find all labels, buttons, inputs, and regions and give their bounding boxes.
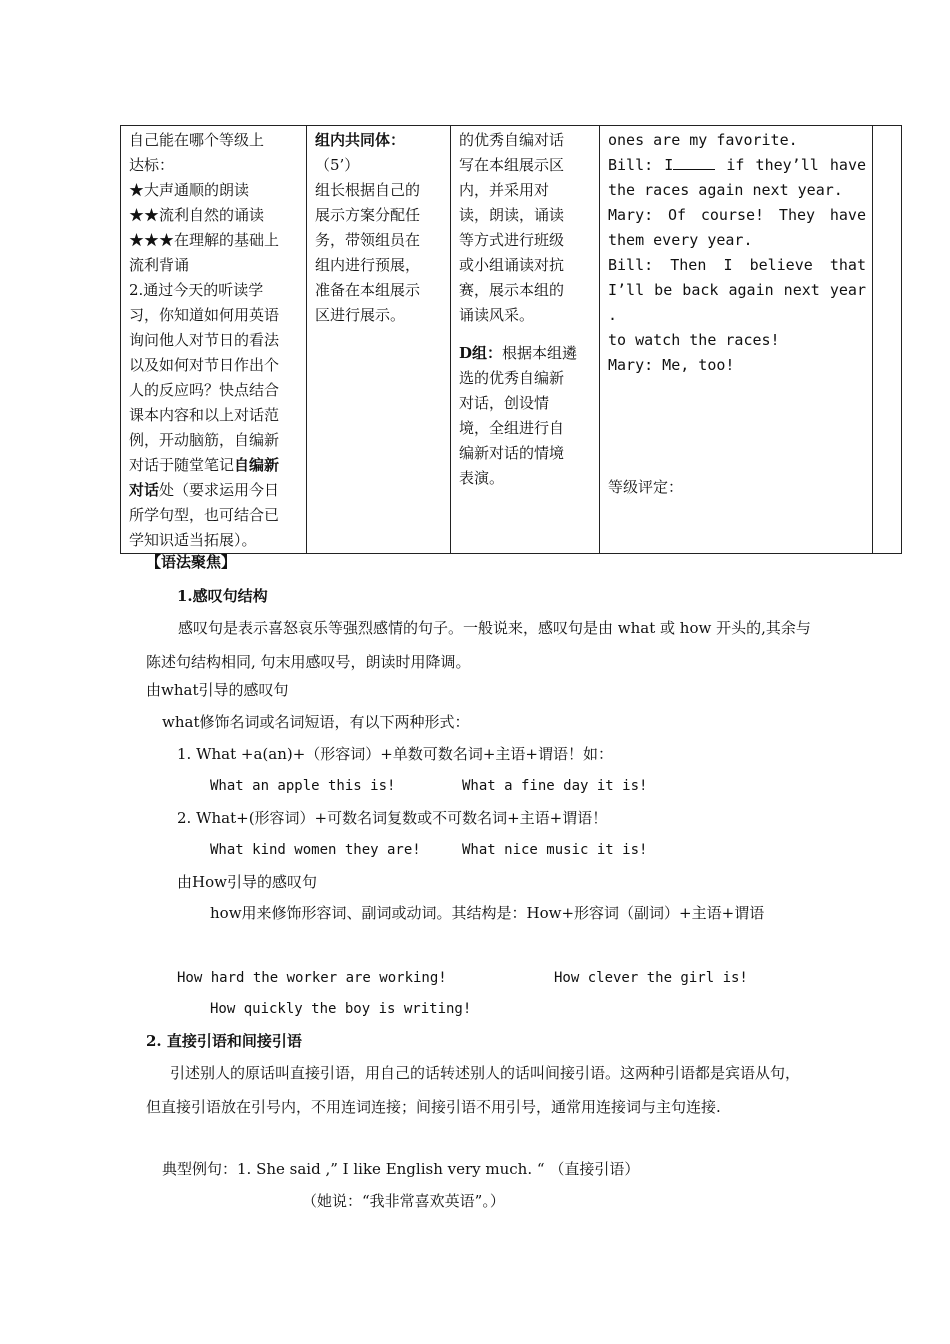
example-sentence: How hard the worker are working! xyxy=(177,970,447,986)
section-title-grammar: 【语法聚焦】 xyxy=(146,553,237,571)
text-span: 根据本组遴 xyxy=(502,344,578,362)
dialogue-line: Mary: Me, too! xyxy=(608,356,735,374)
text-line: 准备在本组展示 xyxy=(315,281,421,299)
form-1: 1. What +a(an)+（形容词）+单数可数名词+主语+谓语！如： xyxy=(177,745,613,763)
text-line: 的优秀自编对话 xyxy=(459,131,565,149)
dialogue-line: ones are my favorite. xyxy=(608,131,798,149)
text-line: ★大声通顺的朗读 xyxy=(129,181,250,199)
dialogue-line: Bill: Then I believe that xyxy=(608,256,866,274)
text-line: 对话，创设情 xyxy=(459,394,550,412)
text-line: 境，全组进行自 xyxy=(459,419,565,437)
bold-term: 自编新 xyxy=(234,456,280,474)
example-sentence: 典型例句：1. She said ,” I like English very much. “ （直接引语） xyxy=(162,1160,640,1178)
what-description: what修饰名词或名词短语，有以下两种形式： xyxy=(162,713,470,731)
text-line: 例，开动脑筋，自编新 xyxy=(129,431,280,449)
text-line: 学知识适当拓展）。 xyxy=(129,531,257,549)
what-heading: 由what引导的感叹句 xyxy=(146,681,289,699)
example-sentence: What kind women they are! xyxy=(210,842,421,858)
time-label: （5’） xyxy=(315,156,360,174)
text-line: 内，并采用对 xyxy=(459,181,550,199)
text-line: 习，你知道如何用英语 xyxy=(129,306,280,324)
subsection-title-reported-speech: 2. 直接引语和间接引语 xyxy=(146,1032,302,1050)
how-heading: 由How引导的感叹句 xyxy=(177,873,317,891)
table-cell-self-assessment xyxy=(121,126,307,554)
text-line: 达标： xyxy=(129,156,175,174)
d-group-line xyxy=(459,341,593,366)
text-line: 2.通过今天的听读学 xyxy=(129,281,264,299)
bold-term: 对话 xyxy=(129,481,160,499)
text-line xyxy=(129,478,300,503)
table-cell-empty xyxy=(873,126,902,554)
dialogue-line: to watch the races! xyxy=(608,331,780,349)
table-row xyxy=(121,126,902,554)
text-line: 自己能在哪个等级上 xyxy=(129,131,265,149)
bold-heading: 组内共同体： xyxy=(315,131,406,149)
how-description: how用来修饰形容词、副词或动词。其结构是：How+形容词（副词）+主语+谓语 xyxy=(210,904,765,922)
text-line: 流利背诵 xyxy=(129,256,190,274)
text-line: 或小组诵读对抗 xyxy=(459,256,565,274)
dialogue-line: the races again next year. xyxy=(608,181,843,199)
text-line: 选的优秀自编新 xyxy=(459,369,565,387)
text-span: Bill: I xyxy=(608,156,674,174)
example-sentence: How clever the girl is! xyxy=(554,970,748,986)
paragraph-reported-speech-intro: 引述别人的原话叫直接引语，用自己的话转述别人的话叫间接引语。这两种引语都是宾语从句，但直接引语放在引号内，不用连词连接；间接引语不用引号，通常用连接词与主句连接. xyxy=(146,1064,801,1116)
dialogue-line xyxy=(608,153,866,178)
form-2: 2. What+(形容词）+可数名词复数或不可数名词+主语+谓语！ xyxy=(177,809,608,827)
text-line: 所学句型，也可结合已 xyxy=(129,506,280,524)
paragraph-exclamatory-intro: 感叹句是表示喜怒哀乐等强烈感情的句子。一般说来，感叹句是由 what 或 how 开头的,其余与陈述句结构相同, 句末用感叹号，朗读时用降调。 xyxy=(146,619,811,671)
text-line: ★★★在理解的基础上 xyxy=(129,231,280,249)
text-line: 赛，展示本组的 xyxy=(459,281,565,299)
text-line: 人的反应吗？快点结合 xyxy=(129,381,280,399)
text-line: 表演。 xyxy=(459,469,505,487)
example-sentence: What a fine day it is! xyxy=(462,778,648,794)
text-line: 诵读风采。 xyxy=(459,306,535,324)
text-line: 读，朗读，诵读 xyxy=(459,206,565,224)
example-translation: （她说：“我非常喜欢英语”。） xyxy=(302,1192,505,1210)
fill-in-blank xyxy=(673,154,715,170)
table-cell-group-community xyxy=(307,126,451,554)
activity-table xyxy=(120,125,902,554)
text-line: 等方式进行班级 xyxy=(459,231,565,249)
text-line: 编新对话的情境 xyxy=(459,444,565,462)
text-span: 处（要求运用今日 xyxy=(159,481,280,499)
example-sentence: What an apple this is! xyxy=(210,778,396,794)
table-cell-group-tasks xyxy=(451,126,600,554)
text-span: if they’ll have xyxy=(715,156,866,174)
subsection-title-exclamatory: 1.感叹句结构 xyxy=(177,587,268,605)
text-line: 务，带领组员在 xyxy=(315,231,421,249)
text-line: 区进行展示。 xyxy=(315,306,406,324)
table-cell-dialogue xyxy=(600,126,873,554)
cell-heading xyxy=(315,128,444,153)
d-group-label: D组： xyxy=(459,344,503,362)
dialogue-line: them every year. xyxy=(608,231,753,249)
grade-label: 等级评定： xyxy=(608,478,684,496)
text-line: 组内进行预展， xyxy=(315,256,421,274)
text-line: 以及如何对节日作出个 xyxy=(129,356,280,374)
text-line xyxy=(129,453,300,478)
dialogue-line: Mary: Of course! They have xyxy=(608,206,866,224)
text-span: 对话于随堂笔记 xyxy=(129,456,235,474)
dialogue-line: I’ll be back again next year . xyxy=(608,281,866,324)
example-sentence: How quickly the boy is writing! xyxy=(210,1001,472,1017)
text-line: ★★流利自然的诵读 xyxy=(129,206,265,224)
text-line: 课本内容和以上对话范 xyxy=(129,406,280,424)
example-sentence: What nice music it is! xyxy=(462,842,648,858)
text-line: 询问他人对节日的看法 xyxy=(129,331,280,349)
text-line: 展示方案分配任 xyxy=(315,206,421,224)
text-line: 写在本组展示区 xyxy=(459,156,565,174)
text-line: 组长根据自己的 xyxy=(315,181,421,199)
